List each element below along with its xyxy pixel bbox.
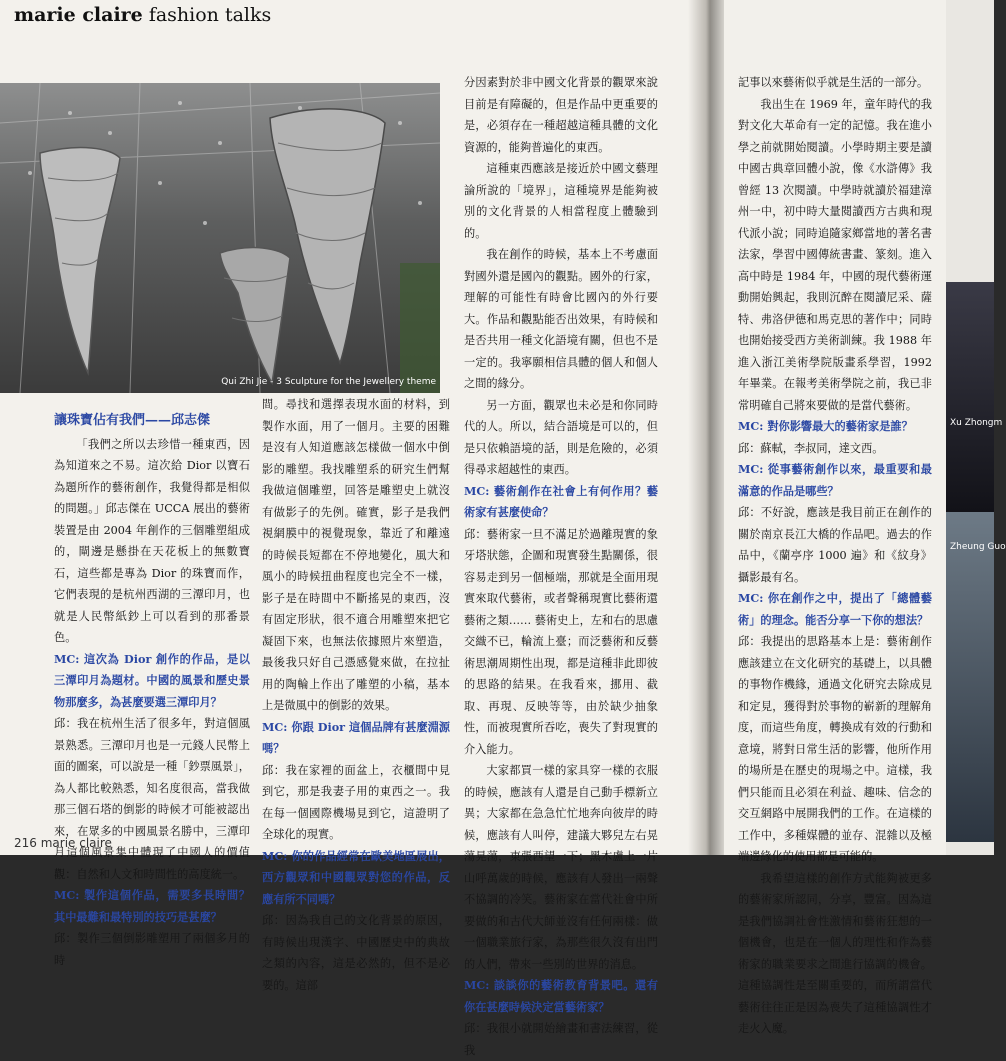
paragraph: 大家都買一樣的家具穿一樣的衣服的時候，應該有人還是自己動手標新立異；大家都在急急忙忙地奔向彼岸的時候，應該有人叫停，建議大夥兒左右晃蕩晃蕩，東張西望一下；黑木盧上一片山呼萬歲的時候，應該有人發出一兩聲不協調的冷笑。藝術家在當代社會中所要做的和古代大師並沒有任何兩樣：做一個職業旅行家，為那些很久沒有出門的人們，帶來一些別的世界的消息。 bbox=[464, 764, 658, 971]
paragraph: 我希望這樣的創作方式能夠被更多的藝術家所認同，分享，豐富。因為這是我們協調社會性激情和藝術狂想的一個機會，也是在一個人的理性和作為藝術家的職業要求之間進行協調的機會。這種協調性是至關重要的，而所謂當代藝術往往正是因為喪失了這種協調性才走火入魔。 bbox=[738, 871, 932, 1035]
paragraph: 我在創作的時候，基本上不考慮面對國外還是國內的觀點。國外的行家，理解的可能性有時會比國內的外行要大。作品和觀點能否出效果，有時候和是否共用一種文化語境有關，但也不是一定的。我寧願相信具體的個人和個人之間的緣分。 bbox=[464, 248, 658, 390]
next-page-photo-bottom bbox=[946, 512, 1006, 842]
page-folio: 216 marie claire bbox=[14, 836, 112, 850]
interview-question: MC: 從事藝術創作以來，最重要和最滿意的作品是哪些？ bbox=[738, 462, 932, 498]
interview-question: MC: 你在創作之中，提出了「總體藝術」的理念。能否分享一下你的想法？ bbox=[738, 591, 932, 627]
photo-caption: Qui Zhi Jie - 3 Sculpture for the Jewellery theme bbox=[221, 377, 436, 387]
interview-answer: 邱：蘇軾，李叔同，達文西。 bbox=[738, 441, 884, 455]
page-gutter bbox=[688, 0, 728, 855]
interview-answer: 邱：製作三個倒影雕塑用了兩個多月的時 bbox=[54, 932, 250, 967]
masthead-section: fashion talks bbox=[148, 4, 272, 26]
article-column-2 bbox=[262, 394, 450, 996]
paragraph: 這種東西應該是接近於中國文藝理論所說的「境界」，這種境界是能夠被別的文化背景的人相當程度上體驗到的。 bbox=[464, 162, 658, 240]
next-page-label: Xu Zhongm bbox=[950, 418, 1003, 428]
interview-answer: 邱：我提出的思路基本上是：藝術創作應該建立在文化研究的基礎上，以具體的事物作機緣，通過文化研究去除成見和定見，獲得對於事物的嶄新的理解角度，而這些角度，轉換成有效的行動和意境，將對日常生活的影響，他所作用的場所是在歷史的現場之中。這樣，我們只能而且必須在利益、趣味、信念的交互網路中展開我們的工作。在這樣的工作中，多種媒體的並存、混雜以及極端邊緣化的使用都是可能的。 bbox=[738, 635, 932, 863]
interview-question: MC: 你的作品經常在歐美地區展出，西方觀眾和中國觀眾對您的作品，反應有所不同嗎？ bbox=[262, 848, 450, 906]
interview-answer: 邱：我在杭州生活了很多年，對這個風景熟悉。三潭印月也是一元錢人民幣上面的圖案，可以說是一種「鈔票風景」，為人都比較熟悉，知名度很高，當我做那三個石塔的倒影的時候才可能被認出來，在眾多的中國風景名勝中，三潭印月這個風景集中體現了中國人的價值觀：自然和人文和時間性的高度統一。 bbox=[54, 717, 250, 881]
article-column-4 bbox=[738, 72, 932, 1040]
article-title: 讓珠寶佔有我們——邱志傑 bbox=[54, 413, 211, 428]
interview-answer: 分因素對於非中國文化背景的觀眾來說目前是有障礙的，但是作品中更重要的是，必須存在一種超越這種具體的文化資源的，能夠普遍化的東西。 bbox=[464, 76, 658, 154]
interview-question: MC: 這次為 Dior 創作的作品，是以三潭印月為題材。中國的風景和歷史景物那麼多，為甚麼要選三潭印月？ bbox=[54, 651, 250, 709]
interview-question: MC: 你跟 Dior 這個品牌有甚麼淵源嗎？ bbox=[262, 719, 450, 755]
paragraph: 我出生在 1969 年，童年時代的我對文化大革命有一定的記憶。我在進小學之前就開始閱讀。小學時期主要是讀中國古典章回體小說，像《水滸傳》我曾經 13 次閱讀。中學時就讀於福建漳州一中，初中時大量閱讀西方古典和現代派小說；同時追隨家鄉當地的著名書法家，學習中國傳統書畫、篆刻。進入高中時是 1984 年，中國的現代藝術運動開始興起，我則沉醉在閱讀尼采、薩特、弗洛伊德和馬克思的著作中；同時也開始接受西方美術訓練。我 1988 年進入浙江美術學院版畫系學習，1992 年畢業。在報考美術學院之前，我已非常明確自己將來要做的是當代藝術。 bbox=[738, 97, 932, 412]
article-column-1 bbox=[54, 410, 250, 971]
sculpture-photo bbox=[0, 83, 440, 393]
interview-question: MC: 對你影響最大的藝術家是誰？ bbox=[738, 419, 913, 433]
interview-question: MC: 藝術創作在社會上有何作用？藝術家有甚麼使命？ bbox=[464, 483, 658, 519]
interview-answer: 邱：我在家裡的面盆上，衣櫃間中見到它，那是我妻子用的東西之一。我在每一個國際機場見到它，這證明了全球化的現實。 bbox=[262, 763, 450, 841]
interview-answer: 間。尋找和選擇表現水面的材料，到製作水面，用了一個月。主要的困難是沒有人知道應該怎樣做一個水中倒影的雕塑。我找雕塑系的研究生們幫我做這個雕塑，回答是雕塑史上就沒有做影子的先例。確實，影子是我們視網膜中的視覺現象，靠近了和離遠的時候長短都在不停地變化，風大和風小的時候扭曲程度也完全不一樣，影子是在時間中不斷搖晃的東西，沒有固定形狀，很不適合用雕塑來把它凝固下來，也無法依據照片來塑造，最後我只好自己憑感覺來做，在拉扯用的陶輪上作出了雕塑的小稿，基本上是微風中的倒影的效果。 bbox=[262, 398, 450, 712]
paragraph: 另一方面，觀眾也未必是和你同時代的人。所以，結合語境是可以的，但是只依賴語境的話，則是危險的，必須得尋求超越性的東西。 bbox=[464, 398, 658, 476]
interview-answer: 邱：我很小就開始繪畫和書法練習，從我 bbox=[464, 1022, 658, 1057]
masthead-brand: marie claire bbox=[14, 4, 143, 26]
article-column-3 bbox=[464, 72, 658, 1061]
next-page-label: Zheung Guo bbox=[950, 542, 1006, 552]
interview-question: MC: 談談你的藝術教育背景吧。還有你在甚麼時候決定當藝術家？ bbox=[464, 978, 658, 1014]
interview-question: MC: 製作這個作品，需要多長時間？其中最難和最特別的技巧是甚麼？ bbox=[54, 888, 250, 924]
masthead bbox=[14, 4, 271, 26]
next-page-photo-top bbox=[946, 282, 1003, 512]
interview-answer: 邱：不好說，應該是我目前正在創作的關於南京長江大橋的作品吧。過去的作品中，《蘭亭序 1000 遍》和《紋身》攝影最有名。 bbox=[738, 506, 932, 584]
right-page bbox=[724, 0, 946, 1035]
interview-answer: 邱：藝術家一旦不滿足於過離現實的象牙塔狀態，企圖和現實發生點關係，很容易走到另一個極端，那就是全面用現實來取代藝術，或者聲稱現實比藝術還藝術之類…… 藝術史上，左和右的思慮交織不已，輪流上臺；而泛藝術和反藝術思潮周期性出現，都是這種非此即彼的思路的結果。在我看來，挪用、截取、再現、反映等等，由於缺少抽象性，而被現實所吞吃，喪失了對現實的介入能力。 bbox=[464, 527, 658, 756]
paragraph: 「我們之所以去珍惜一種東西，因為知道來之不易。這次給 Dior 以寶石為題所作的藝術創作，我覺得都是相似的問題。」邱志傑在 UCCA 展出的藝術裝置是由 2004 年創作的三個雕塑組成的，閘邊是懸掛在天花板上的無數寶石，這些都是專為 Dior 的珠寶而作，它們表現的是杭州西湖的三潭印月，也就是人民幣紙鈔上可以看到的那番景色。 bbox=[54, 437, 250, 644]
interview-answer: 邱：因為我自己的文化背景的原因，有時候出現漢字、中國歷史中的典故之類的內容，這是必然的，但不是必要的。這部 bbox=[262, 914, 450, 992]
sculpture-photo-illustration bbox=[0, 83, 440, 393]
interview-answer: 記事以來藝術似乎就是生活的一部分。 bbox=[738, 76, 929, 89]
